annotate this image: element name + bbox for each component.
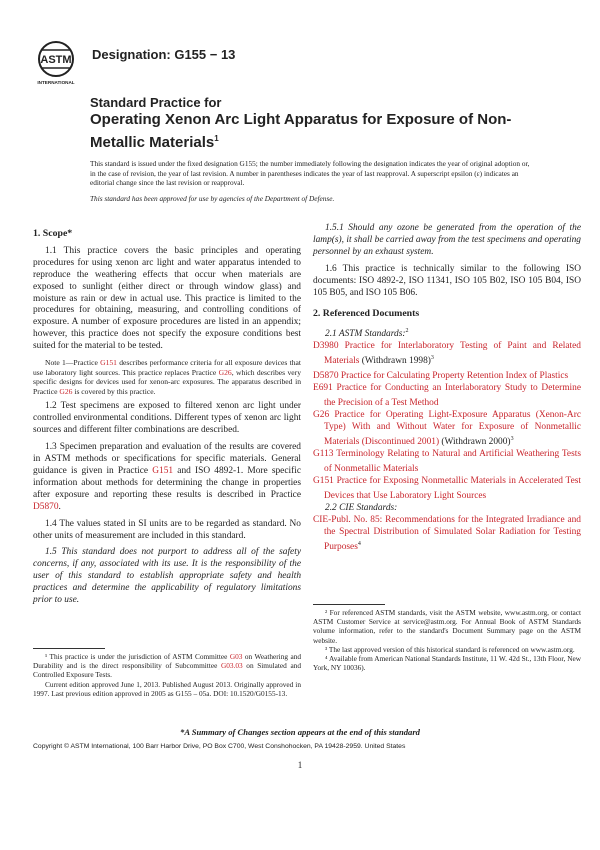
para-1-5-1: 1.5.1 Should any ozone be generated from the operation of the lamp(s), it shall be carried away from the test specimens and operating personnel by an exhaust system.: [313, 223, 581, 257]
reference-status: (Withdrawn 1998): [361, 356, 431, 367]
reference-title[interactable]: Practice for Conducting an Interlaboratory Study to Determine the Precision of a Test Method: [324, 383, 581, 409]
approval-note: This standard has been approved for use by agencies of the Department of Defense.: [90, 194, 335, 203]
reference-item: [313, 449, 581, 476]
reference-list: [313, 341, 581, 503]
reference-title[interactable]: Terminology Relating to Natural and Artificial Weathering Tests of Nonmetallic Materials: [324, 449, 581, 475]
reference-title[interactable]: Practice for Exposing Nonmetallic Materials in Accelerated Test Devices that Use Laboratory Light Sources: [324, 476, 581, 502]
reference-item: [313, 476, 581, 503]
para-1-4: 1.4 The values stated in SI units are to be regarded as standard. No other units of measurement are included in this standard.: [33, 518, 301, 541]
reference-code[interactable]: CIE-Publ. No. 85:: [313, 514, 383, 525]
title-line1: Standard Practice for: [90, 95, 222, 110]
referenced-heading: 2. Referenced Documents: [313, 308, 420, 320]
reference-item: [313, 368, 581, 383]
footnote-1-edition: Current edition approved June 1, 2013. Published August 2013. Originally approved in 1997. Last previous edition approved in 2005 as G155 – 05a. DOI: 10.1520/G0155-13.: [33, 679, 301, 698]
summary-note: *A Summary of Changes section appears at the end of this standard: [180, 727, 420, 737]
issue-note: This standard is issued under the fixed designation G155; the number immediately following the designation indicates the year of original adoption or, in the case of revision, the year of last revision. A number in parentheses indicates the year of last reapproval. A superscript epsilon (ε) indicates an editorial change since the last revision or reapproval.: [90, 159, 530, 188]
link-g26[interactable]: G26: [59, 386, 73, 396]
reference-item: [313, 341, 581, 368]
svg-text:ASTM: ASTM: [40, 54, 72, 66]
footnotes-right: [313, 608, 581, 672]
astm-logo: [33, 40, 79, 86]
reference-code[interactable]: G113: [313, 449, 334, 460]
link-g26[interactable]: G26: [218, 367, 232, 377]
left-column: [33, 223, 301, 607]
para-1-1: 1.1 This practice covers the basic principles and operating procedures for using xenon arc light and water apparatus intended to reproduce the weathering effects that occur when materials are exposed to sunlight (either direct or through window glass) and moisture as rain or dew in actual use. This practice is limited to the procedures for obtaining, measuring, and controlling conditions of exposure. A number of exposure procedures are listed in an appendix; however, this practice does not specify the exposure conditions best suited for the material to be tested.: [33, 245, 301, 352]
footnote-4: ⁴ Available from American National Standards Institute, 11 W. 42d St., 13th Floor, New York, NY 10036).: [313, 654, 581, 673]
reference-cie: CIE-Publ. No. 85: Recommendations for the Integrated Irradiance and the Spectral Distribution of Simulated Solar Radiation for Testing Purposes$^4$: [313, 514, 581, 552]
footnote-rule-left: [33, 648, 105, 649]
reference-code[interactable]: G26: [313, 410, 330, 421]
footnote-3: ³ The last approved version of this historical standard is referenced on www.astm.org.: [325, 644, 575, 654]
reference-status: (Withdrawn 2000): [441, 437, 511, 448]
right-column: [313, 223, 581, 554]
astm-standards-label: 2.1 ASTM Standards:$^2$: [325, 328, 409, 340]
para-1-5: 1.5 This standard does not purport to address all of the safety concerns, if any, associated with its use. It is the responsibility of the user of this standard to establish appropriate safety and health practices and determine the applicability of regulatory limitations prior to use.: [33, 547, 301, 606]
reference-title[interactable]: Practice for Interlaboratory Testing of Paint and Related Materials: [324, 341, 581, 367]
reference-item: [313, 410, 581, 449]
reference-code[interactable]: E691: [313, 383, 333, 394]
reference-title[interactable]: Practice for Calculating Property Retention Index of Plastics: [338, 371, 569, 382]
link-g151[interactable]: G151: [152, 465, 174, 476]
footnotes-left: [33, 652, 301, 698]
footnote-1: ¹ This practice is under the jurisdiction of ASTM Committee G03 on Weathering and Durability and is the direct responsibility of Subcommittee G03.03 on Simulated and Controlled Exposure Tests.: [33, 652, 302, 680]
scope-heading: 1. Scope*: [33, 228, 73, 239]
reference-title[interactable]: Practice for Operating Light-Exposure Apparatus (Xenon-Arc Type) With and Without Water for Exposure of Nonmetallic Materials (Discontinued 2001): [324, 410, 581, 448]
cie-standards-label: 2.2 CIE Standards:: [325, 503, 398, 513]
note-1: Note 1—Practice G151 describes performance criteria for all exposure devices that use laboratory light sources. This practice replaces Practice G26, which describes very specific designs for devices used for xenon-arc exposures. The apparatus described in Practice G26 is covered by this practice.: [33, 358, 302, 396]
reference-code[interactable]: G151: [313, 476, 334, 487]
svg-text:INTERNATIONAL: INTERNATIONAL: [37, 80, 75, 85]
para-1-2: 1.2 Test specimens are exposed to filtered xenon arc light under controlled environmental conditions. Different types of xenon arc light sources and different filter combinations are described.: [33, 401, 301, 436]
document-title: [90, 95, 530, 152]
reference-footnote-mark: 3: [510, 436, 514, 443]
link-g03[interactable]: G03: [229, 652, 243, 661]
title-main: Operating Xenon Arc Light Apparatus for Exposure of Non-Metallic Materials$^1$: [90, 111, 512, 151]
para-1-3: 1.3 Specimen preparation and evaluation of the results are covered in ASTM methods or specifications for specific materials. General guidance is given in Practice G151 and ISO 4892-1. More specific information about methods for determining the change in properties after exposure and reporting these results is described in Practice D5870.: [33, 442, 301, 512]
reference-item: [313, 383, 581, 410]
footnote-2: ² For referenced ASTM standards, visit the ASTM website, www.astm.org, or contact ASTM Customer Service at service@astm.org. For Annual Book of ASTM Standards volume information, refer to the standard's Document Summary page on the ASTM website.: [313, 608, 581, 645]
copyright: Copyright © ASTM International, 100 Barr Harbor Drive, PO Box C700, West Conshohocken, PA 19428-2959. United States: [33, 743, 406, 750]
designation: Designation: G155 − 13: [92, 47, 236, 62]
footnote-rule-right: [313, 604, 385, 605]
link-g0303[interactable]: G03.03: [220, 661, 243, 671]
page-number: 1: [297, 760, 303, 770]
link-d5870[interactable]: D5870: [33, 501, 59, 512]
link-g151[interactable]: G151: [100, 358, 117, 368]
reference-code[interactable]: D5870: [313, 371, 339, 382]
para-1-6: 1.6 This practice is technically similar to the following ISO documents: ISO 4892-2, ISO 11341, ISO 105 B02, ISO 105 B04, ISO 105 B05, and ISO 105 B06.: [313, 263, 581, 298]
reference-footnote-mark: 3: [430, 355, 434, 362]
reference-code[interactable]: D3980: [313, 341, 339, 352]
